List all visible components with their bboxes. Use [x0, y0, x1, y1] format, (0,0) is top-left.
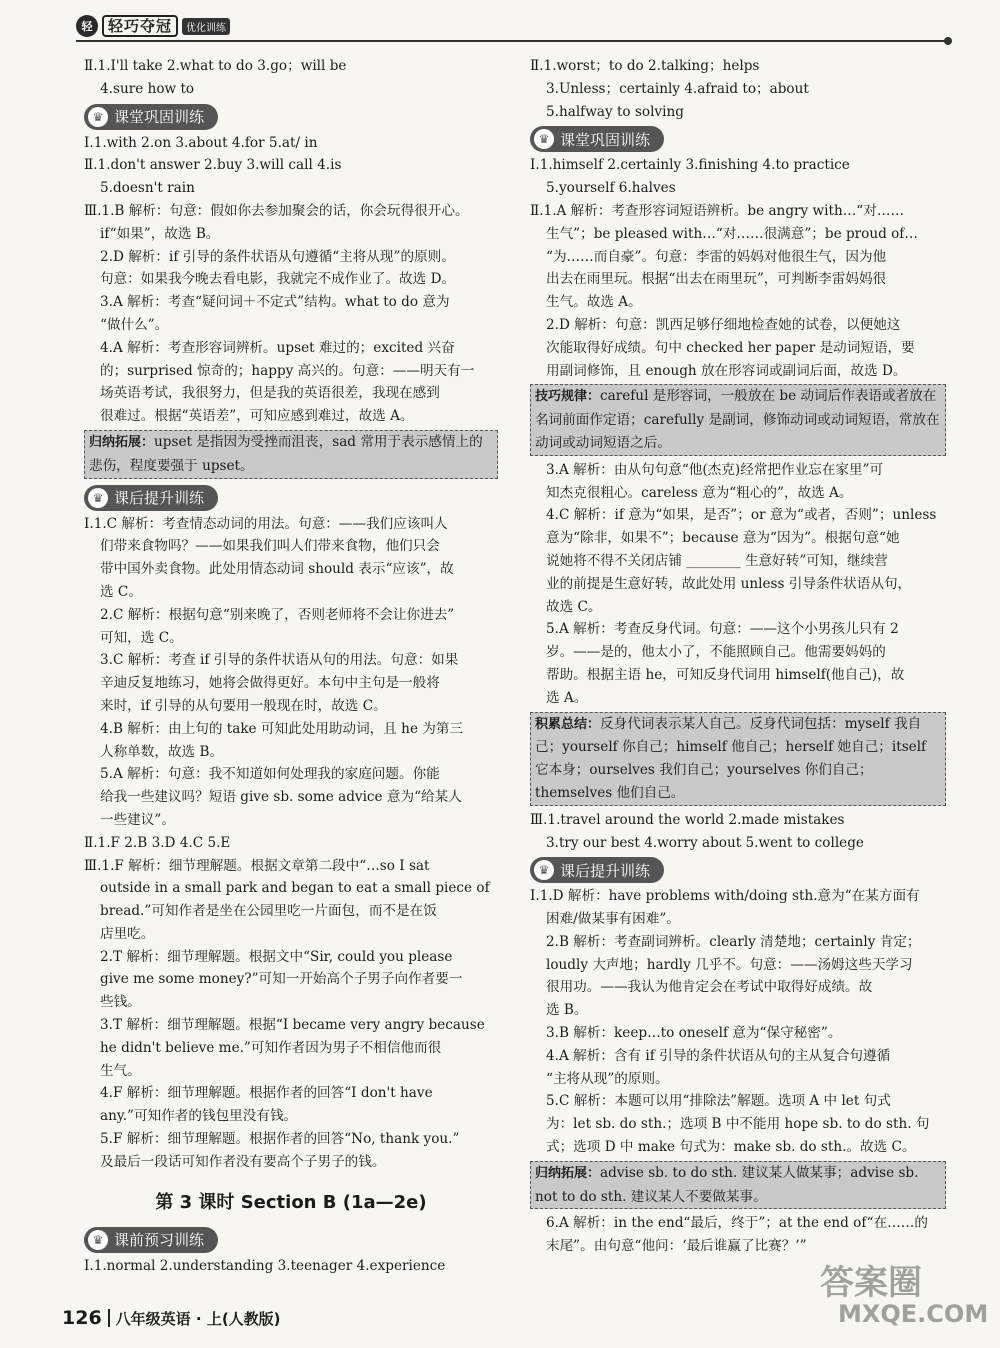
answer-line: 业的前提是生意好转，故此处用 unless 引导条件状语从句， — [546, 575, 912, 592]
brand-logo — [76, 14, 230, 38]
watermark-url: MXQE.COM — [838, 1300, 989, 1328]
answer-line: 带中国外卖食物。此处用情态动词 should 表示“应该”，故 — [100, 561, 454, 578]
section-heading — [84, 104, 218, 130]
answer-line: 5.halfway to solving — [546, 103, 684, 120]
answer-line: 4.B 解析：由上句的 take 可知此处用助动词，且 he 为第三 — [100, 720, 464, 737]
answer-line: 2.B 解析：考查副词辨析。clearly 清楚地；certainly 肯定； — [546, 933, 921, 950]
crown-icon: ♛ — [88, 107, 108, 127]
answer-line: 意为“除非，如果不”；because 意为“因为”。根据句意“她 — [546, 530, 900, 547]
answer-line: 2.T 解析：细节理解题。根据文中“Sir, could you please — [100, 948, 453, 965]
tip-label: 技巧规律： — [535, 389, 601, 405]
answer-line: “主将从现”的原则。 — [546, 1070, 669, 1087]
answer-line: Ⅰ.1.D 解析：have problems with/doing sth.意为“在某方面有 — [530, 888, 920, 905]
answer-line: he didn't believe me.”可知作者因为男子不相信他而很 — [100, 1039, 442, 1056]
answer-line: 5.yourself 6.halves — [546, 180, 676, 197]
tip-box — [530, 384, 946, 455]
answer-line: give me some money?”可知一开始高个子男子向作者要一 — [100, 971, 463, 988]
answer-line: Ⅰ.1.himself 2.certainly 3.finishing 4.to practice — [530, 157, 850, 174]
answer-line: 生气。故选 A。 — [546, 294, 642, 311]
answer-line: 可知，选 C。 — [100, 629, 183, 646]
answer-line: 4.F 解析：细节理解题。根据作者的回答“I don't have — [100, 1085, 433, 1102]
answer-line: 些钱。 — [100, 994, 141, 1011]
answer-line: Ⅰ.1.C 解析：考查情态动词的用法。句意：——我们应该叫人 — [84, 515, 448, 532]
answer-line: 5.A 解析：考查反身代词。句意：——这个小男孩儿只有 2 — [546, 621, 899, 638]
watermark-text: 答案圈 — [820, 1263, 922, 1303]
answer-line: 为：let sb. do sth.；选项 B 中不能用 hope sb. to do sth. 句 — [546, 1116, 930, 1133]
answer-line: 岁。——是的，他太小了，不能照顾自己。他需要妈妈的 — [546, 644, 886, 661]
answer-line: Ⅰ.1.with 2.on 3.about 4.for 5.at/ in — [84, 134, 318, 151]
answer-line: 选 B。 — [546, 1002, 588, 1019]
answer-line: 帮助。根据主语 he，可知反身代词用 himself(他自己)，故 — [546, 666, 905, 683]
answer-line: 出去在雨里玩。根据“出去在雨里玩”，可判断李雷妈妈很 — [546, 271, 887, 288]
answer-line: 4.A 解析：含有 if 引导的条件状语从句的主从复合句遵循 — [546, 1047, 891, 1064]
answer-line: 场英语考试，我很努力，但是我的英语很差，我现在感到 — [100, 385, 440, 402]
answer-line: 用副词修饰，且 enough 放在形容词或副词后面，故选 D。 — [546, 362, 907, 379]
tip-text: advise sb. to do sth. 建议某人做某事；advise sb. not to do sth. 建议某人不要做某事。 — [535, 1164, 919, 1205]
section-heading — [530, 857, 664, 883]
answer-line: 及最后一段话可知作者没有要高个子男子的钱。 — [100, 1153, 386, 1170]
answer-line: Ⅱ.1.I'll take 2.what to do 3.go；will be — [84, 58, 347, 74]
tip-label: 归纳拓展： — [535, 1165, 601, 1181]
answer-line: 次能取得好成绩。句中 checked her paper 是动词短语，要 — [546, 339, 915, 356]
tip-label: 积累总结： — [535, 716, 601, 732]
answer-line: 5.F 解析：细节理解题。根据作者的回答“No, thank you.” — [100, 1131, 460, 1148]
answer-line: “做什么”。 — [100, 316, 169, 333]
logo-icon: 轻 — [76, 15, 98, 37]
crown-icon: ♛ — [534, 860, 554, 880]
answer-line: Ⅲ.1.F 解析：细节理解题。根据文章第二段中“…so I sat — [84, 857, 430, 874]
answer-line: bread.”可知作者是坐在公园里吃一片面包，而不是在饭 — [100, 903, 437, 920]
book-title: 八年级英语 · 上(人教版) — [115, 1309, 281, 1328]
section-heading-label: 课堂巩固训练 — [560, 130, 651, 149]
answer-line: 生气”；be pleased with…“对……很满意”；be proud of… — [546, 225, 918, 242]
answer-line: 5.doesn't rain — [100, 180, 195, 197]
section-heading-label: 课前预习训练 — [114, 1231, 205, 1250]
lesson-title: 第 3 课时 Section B (1a—2e) — [155, 1191, 427, 1213]
section-heading — [84, 1227, 218, 1253]
answer-line: 5.A 解析：句意：我不知道如何处理我的家庭问题。你能 — [100, 766, 440, 783]
answer-line: Ⅰ.1.normal 2.understanding 3.teenager 4.experience — [84, 1257, 446, 1274]
answer-line: 3.try our best 4.worry about 5.went to college — [546, 834, 864, 851]
tip-label: 归纳拓展： — [89, 434, 155, 450]
answer-line: Ⅲ.1.B 解析：句意：假如你去参加聚会的话，你会玩得很开心。 — [84, 202, 469, 219]
answer-line: 故选 C。 — [546, 598, 602, 615]
answer-line: 3.A 解析：考查“疑问词＋不定式”结构。what to do 意为 — [100, 294, 450, 311]
page-number: 126 — [62, 1307, 102, 1329]
tip-box — [84, 430, 498, 479]
answer-line: Ⅲ.1.travel around the world 2.made mistakes — [530, 811, 845, 828]
footer-divider — [108, 1309, 110, 1327]
answer-line: 来时，if 引导的从句要用一般现在时，故选 C。 — [100, 697, 387, 714]
section-heading-label: 课后提升训练 — [114, 489, 205, 508]
answer-line: 5.C 解析：本题可以用“排除法”解题。选项 A 中 let 句式 — [546, 1093, 891, 1110]
answer-line: if“如果”，故选 B。 — [100, 225, 220, 242]
section-heading-label: 课后提升训练 — [560, 861, 651, 880]
answer-line: Ⅱ.1.A 解析：考查形容词短语辨析。be angry with…“对…… — [530, 202, 905, 219]
answer-line: 2.D 解析：if 引导的条件状语从句遵循“主将从现”的原则。 — [100, 248, 455, 265]
crown-icon: ♛ — [534, 129, 554, 149]
page-header — [76, 12, 946, 42]
answer-line: 3.A 解析：由从句句意“他(杰克)经常把作业忘在家里”可 — [546, 461, 884, 478]
answer-line: 困难/做某事有困难”。 — [546, 911, 680, 928]
answer-line: 知杰克很粗心。careless 意为“粗心的”，故选 A。 — [546, 484, 853, 501]
answer-line: 店里吃。 — [100, 925, 155, 942]
answer-line: 选 A。 — [546, 689, 588, 706]
answer-line: 3.C 解析：考查 if 引导的条件状语从句的用法。句意：如果 — [100, 652, 459, 669]
tip-text: 反身代词表示某人自己。反身代词包括：myself 我自己；yourself 你自己；himself 他自己；herself 她自己；itself 它本身；ourselves 我们自己；yourselves 你们自己；themselves 他们自己。 — [535, 715, 927, 801]
answer-line: “为……而自豪”。句意：李雷的妈妈对他很生气，因为他 — [546, 248, 887, 265]
answer-line: 生气。 — [100, 1062, 141, 1079]
answer-line: 4.sure how to — [100, 80, 195, 97]
answer-line: 一些建议”。 — [100, 811, 175, 828]
answer-line: 辛迪反复地练习，她将会做得更好。本句中主句是一般将 — [100, 675, 440, 692]
right-column — [530, 55, 946, 1258]
answer-line: Ⅱ.1.worst；to do 2.talking；helps — [530, 58, 760, 74]
answer-line: 句意：如果我今晚去看电影，我就完不成作业了。故选 D。 — [100, 271, 456, 288]
section-heading — [530, 126, 664, 152]
page-footer — [62, 1307, 281, 1329]
answer-line: 很难过。根据“英语差”，可知应感到难过，故选 A。 — [100, 408, 414, 425]
crown-icon: ♛ — [88, 488, 108, 508]
answer-line: 6.A 解析：in the end“最后，终于”；at the end of“在……的 — [546, 1215, 928, 1232]
answer-line: 选 C。 — [100, 583, 142, 600]
header-rule — [76, 40, 946, 42]
answer-line: 说她将不得不关闭店铺 ________ 生意好转”可知，继续营 — [546, 552, 888, 569]
answer-line: 2.C 解析：根据句意“别来晚了，否则老师将不会让你进去” — [100, 606, 455, 623]
tip-text: upset 是指因为受挫而沮丧，sad 常用于表示感情上的悲伤，程度要强于 upset。 — [89, 433, 483, 474]
answer-line: 人称单数，故选 B。 — [100, 743, 224, 760]
answer-line: Ⅱ.1.don't answer 2.buy 3.will call 4.is — [84, 157, 342, 174]
brand-subtitle: 优化训练 — [182, 18, 230, 35]
answer-line: any.”可知作者的钱包里没有钱。 — [100, 1108, 298, 1125]
brand-name: 轻巧夺冠 — [102, 15, 178, 37]
answer-line: 3.Unless；certainly 4.afraid to；about — [546, 80, 809, 97]
answer-line: loudly 大声地；hardly 几乎不。句意：——汤姆这些天学习 — [546, 956, 913, 973]
crown-icon: ♛ — [88, 1230, 108, 1250]
answer-line: 的；surprised 惊奇的；happy 高兴的。句意：——明天有一 — [100, 362, 475, 379]
answer-line: 4.C 解析：if 意为“如果，是否”；or 意为“或者，否则”；unless — [546, 507, 937, 524]
left-column — [84, 55, 498, 1277]
tip-box — [530, 712, 946, 806]
answer-line: 3.T 解析：细节理解题。根据“I became very angry because — [100, 1017, 485, 1034]
answer-line: 4.A 解析：考查形容词辨析。upset 难过的；excited 兴奋 — [100, 339, 455, 356]
section-heading-label: 课堂巩固训练 — [114, 108, 205, 127]
answer-line: 3.B 解析：keep…to oneself 意为“保守秘密”。 — [546, 1025, 842, 1042]
section-heading — [84, 485, 218, 511]
answer-line: 给我一些建议吗？短语 give sb. some advice 意为“给某人 — [100, 789, 462, 806]
answer-line: 2.D 解析：句意：凯西足够仔细地检查她的试卷，以便她这 — [546, 316, 901, 333]
answer-line: Ⅱ.1.F 2.B 3.D 4.C 5.E — [84, 834, 231, 851]
tip-text: careful 是形容词，一般放在 be 动词后作表语或者放在名词前面作定语；carefully 是副词，修饰动词或动词短语，常放在动词或动词短语之后。 — [535, 388, 940, 451]
tip-box — [530, 1161, 946, 1210]
answer-line: 式；选项 D 中 make 句式为：make sb. do sth.。故选 C。 — [546, 1139, 916, 1156]
answer-line: 们带来食物吗？——如果我们叫人们带来食物，他们只会 — [100, 538, 440, 555]
answer-line: 末尾”。由句意“他问：‘最后谁赢了比赛？’” — [546, 1238, 807, 1255]
answer-line: outside in a small park and began to eat a small piece of — [100, 880, 490, 897]
answer-line: 很用功。——我认为他肯定会在考试中取得好成绩。故 — [546, 979, 873, 996]
